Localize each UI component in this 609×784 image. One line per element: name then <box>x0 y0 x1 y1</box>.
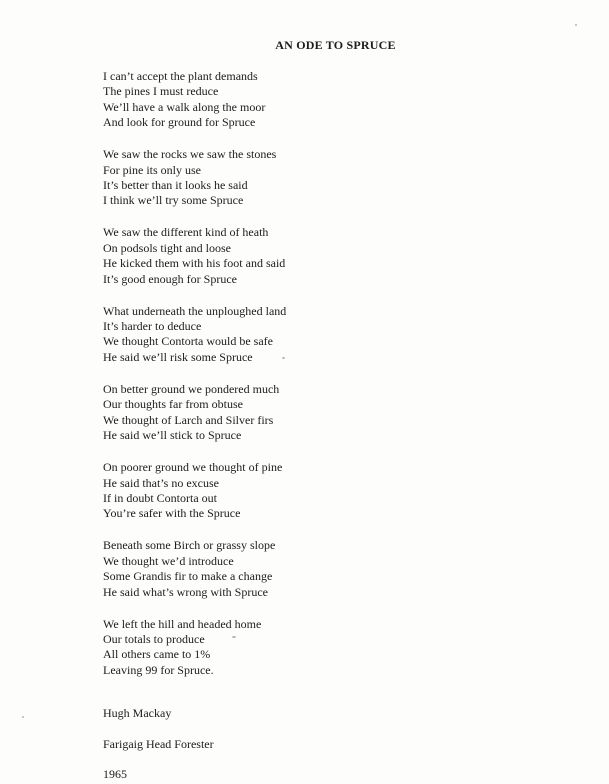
poem-line: On poorer ground we thought of pine <box>103 460 283 475</box>
poem-line: We saw the rocks we saw the stones <box>103 147 277 162</box>
poem-line: He said we’ll stick to Spruce <box>103 428 242 443</box>
poem-line: We left the hill and headed home <box>103 616 262 631</box>
stanza <box>103 617 543 679</box>
poem-line: On podsols tight and loose <box>103 240 231 255</box>
poem-line: It’s better than it looks he said <box>103 178 248 193</box>
poem-body <box>103 69 543 695</box>
poem-line: Beneath some Birch or grassy slope <box>103 538 276 553</box>
scan-speck <box>22 716 24 718</box>
poem-line: We thought of Larch and Silver firs <box>103 412 274 427</box>
poem-line: On better ground we pondered much <box>103 381 280 396</box>
poem-line: It’s good enough for Spruce <box>103 271 237 286</box>
poem-line: Some Grandis fir to make a change <box>103 569 273 584</box>
poem-line: We’ll have a walk along the moor <box>103 99 266 114</box>
stanza <box>103 304 543 366</box>
poem-line: I can’t accept the plant demands <box>103 69 258 83</box>
poem-line: He said what’s wrong with Spruce <box>103 584 268 599</box>
poem-line: You’re safer with the Spruce <box>103 506 241 521</box>
stanza <box>103 147 543 209</box>
poem-line: The pines I must reduce <box>103 84 219 99</box>
poem-line: Our thoughts far from obtuse <box>103 397 243 412</box>
stanza <box>103 460 543 522</box>
stanza <box>103 538 543 600</box>
poem-line: If in doubt Contorta out <box>103 490 217 505</box>
poem-line: It’s harder to deduce <box>103 319 202 334</box>
stanza <box>103 225 543 287</box>
stanza <box>103 69 543 131</box>
poem-line: He said we’ll risk some Spruce <box>103 349 253 364</box>
poem-line: We thought Contorta would be safe <box>103 334 273 349</box>
poem-line: We thought we’d introduce <box>103 553 234 568</box>
poem-line: For pine its only use <box>103 162 201 177</box>
poem-line: I think we’ll try some Spruce <box>103 193 244 208</box>
poem-line: He kicked them with his foot and said <box>103 256 286 271</box>
scan-speck <box>282 357 285 359</box>
scan-speck <box>575 24 577 26</box>
scan-speck <box>232 636 236 638</box>
poem-line: Our totals to produce <box>103 631 205 646</box>
poem-line: What underneath the unploughed land <box>103 303 287 318</box>
author-name: Hugh Mackay <box>103 706 172 720</box>
poem-line: And look for ground for Spruce <box>103 115 256 130</box>
poem-line: We saw the different kind of heath <box>103 225 269 240</box>
poem-year: 1965 <box>103 767 127 781</box>
author-role: Farigaig Head Forester <box>103 737 214 751</box>
poem-title: AN ODE TO SPRUCE <box>275 38 396 52</box>
poem-line: He said that’s no excuse <box>103 475 219 490</box>
poem-line: All others came to 1% <box>103 647 211 662</box>
stanza <box>103 382 543 444</box>
poem-line: Leaving 99 for Spruce. <box>103 662 214 677</box>
